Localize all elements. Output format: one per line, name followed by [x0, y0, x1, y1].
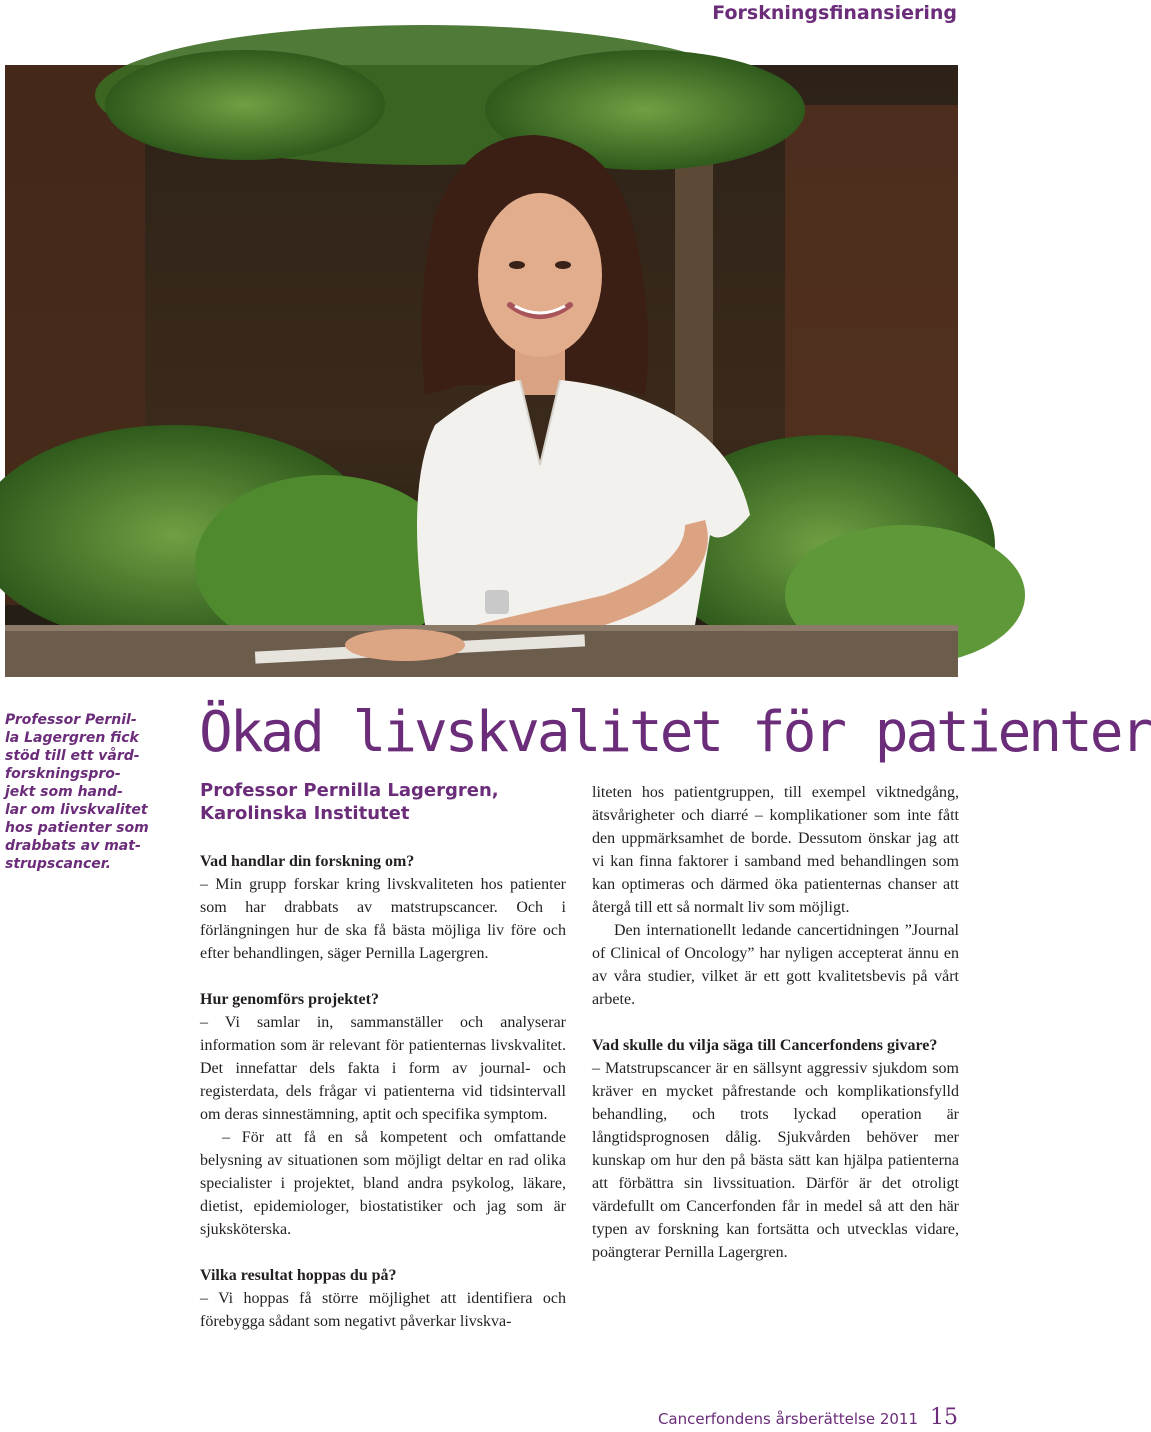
answer-3-start: – Vi hoppas få större möjlighet att identifiera och förebygga sådant som negativt påverkar livskva- [200, 1290, 566, 1330]
article-byline: Professor Pernilla Lagergren, Karolinska Institutet [200, 780, 499, 824]
article-column-middle [200, 850, 566, 1333]
answer-1: – Min grupp forskar kring livskvaliteten hos patienter som har drabbats av matstrupscancer. Och i förlängningen hur de ska få bästa möjliga liv före och efter behandlingen, säger Pernilla Lagergren. [200, 876, 566, 962]
article-column-right [592, 781, 959, 1264]
question-1: Vad handlar din forskning om? [200, 853, 415, 870]
page-number: 15 [930, 1405, 958, 1430]
answer-2: – Vi samlar in, sammanställer och analyserar information som är relevant för patienternas livskvalitet. Det innefattar dels fakta i form av journal- och registerdata, dels frågar vi patienterna vid tidsintervall om deras sinnestämning, aptit och specifika symptom. [200, 1014, 566, 1123]
answer-4: – Matstrupscancer är en sällsynt aggressiv sjukdom som kräver en mycket påfrestande och komplikationsfylld behandling, och trots lyckad operation är långtidsprognosen dålig. Sjukvården behöver mer kunskap om hur den på bästa sätt kan hjälpa patienterna att förbättra sin livssituation. Därför är det otroligt värdefullt om Cancerfonden får in medel så att den här typen av forskning kan fortsätta och utvecklas vidare, poängterar Pernilla Lagergren. [592, 1060, 959, 1261]
portrait-photo [5, 65, 958, 677]
section-label: Forskningsfinansiering [712, 2, 957, 24]
question-3: Vilka resultat hoppas du på? [200, 1267, 397, 1284]
photo-caption: Professor Pernil- la Lagergren fick stöd till ett vård- forskningspro- jekt som hand- lar om livskvalitet hos patienter som drabbats av mat- strupscancer. [5, 712, 149, 872]
answer-2-continued: – För att få en så kompetent och omfattande belysning av situationen som möjligt deltar en rad olika specialister i projektet, bland andra psykolog, läkare, dietist, epidemiologer, biostatistiker och jag som är sjuksköterska. [200, 1129, 566, 1238]
answer-3-continued: liteten hos patientgruppen, till exempel viktnedgång, ätsvårigheter och diarré – komplikationer som inte fått den uppmärksamhet de borde. Dessutom önskar jag att vi kan finna faktorer i samband med behandlingen som kan optimeras och därmed öka patienternas chanser att återgå till ett så normalt liv som möjligt. [592, 784, 959, 916]
article-title: Ökad livskvalitet för patienter [199, 700, 1151, 765]
page-footer [658, 1405, 958, 1430]
question-2: Hur genomförs projektet? [200, 991, 379, 1008]
publication-name: Cancerfondens årsberättelse 2011 [657, 1410, 918, 1428]
question-4: Vad skulle du vilja säga till Cancerfondens givare? [592, 1037, 938, 1054]
answer-3-journal: Den internationellt ledande cancertidningen ”Journal of Clinical of Oncology” har nyligen accepterat ännu en av våra studier, vilket är ett gott kvalitetsbevis på vårt arbete. [592, 922, 959, 1008]
